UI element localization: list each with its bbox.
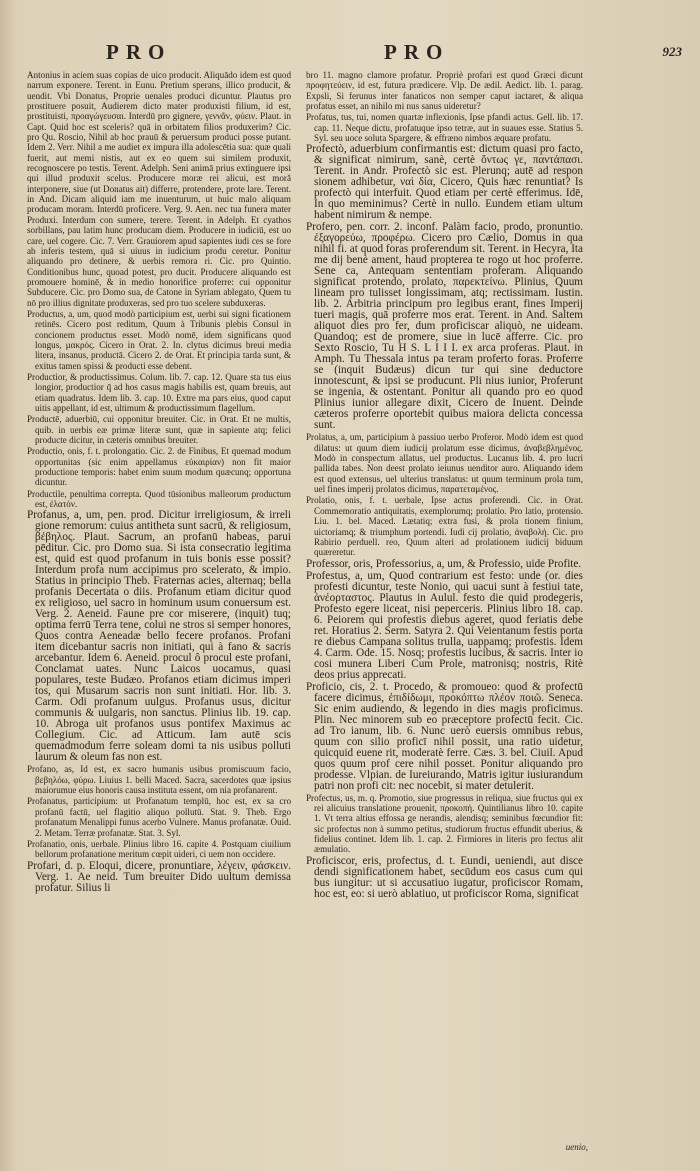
entry: bro 11. magno clamore profatur. Propriè profari est quod Græci dicunt προφητεύειν, id est, futura prædicere. Vlp. De ædil. Aedict. lib. 1. parag. Expsli, Si ferunus inter fanaticos non semper caput iactaret, & aliqua profatus esset, an nihilo mi nus sanus uideretur? — [306, 70, 583, 112]
page-number: 923 — [662, 44, 682, 59]
entry: Proficiscor, eris, profectus, d. t. Eundi, ueniendi, aut disce dendi significationem habet, secūdum eos casus cum qui bus iungitur: ut si accusatiuo iugatur, proficiscor Romam, hoc est, eo: si uerò ablatiuo, ut proficiscor Roma, significat — [306, 854, 583, 900]
running-head-right: PRO — [384, 40, 450, 64]
entry: Profestus, a, um, Quod contrarium est festo: unde (or. dies profesti dicuntur, teste Nonio, qui uacui sunt à festiui tate, ἀνέορταστος. Plautus in Aulul. festo die quid prodegeris, Profesto egere liceat, nisi peperceris. Plinius libro 18. cap. 6. Peiorem qui profestis diebus ageret, quod feriatis debe ret. Horatius 2. Serm. Satyra 2. Qui Veientanum festis porta re diebus Campana solitus trulla, uappamq; profestis. Idem 4. Carm. Ode. 15. Nosq; profestis lucibus, & sacris. Inter io cosi munera Liberi Cum Prole, matronisq; nostris, Ritè deos prius apprecati. — [306, 569, 583, 681]
entry: Profero, pen. corr. 2. inconf. Palàm facio, prodo, pronuntio. ἐξαγορεύω, προφέρω. Cicero pro Cælio, Domus in qua nihil fi. at quod foras proferendum sit. Terent. in Hecyra, Ita me dij benè ament, haud propterea te rogo ut hoc proferre. Sene ca, Antequam sententiam proferam. Aliquando significat protendo, prolato, παρεκτείνω. Plinius, Quum lineam pro tulisset longissimam, atq; rectissimam. Iustin. lib. 2. Arbitria principum pro legibus erant, fines Imperij tueri magis, quā proferre mos erat. Terent. in And. Saltem aliquot dies pro fer, dum proficiscar aliquò, ne uideam. Quandoq; est de promere, siue in lucē afferre. Cic. pro Sexto Roscio, Tu H S. L I I I. ex arca proferas. Plaut. in Amph. Tu Thessala intus pa teram proferto foras. Proferre se (inquit Budæus) dicun tur qui sine deductore innotescunt, & ipsi se producunt. Pli nius iunior, Proferunt se ingenia, & ostentant. Ponitur ali quando pro eo quod Plinius iunior allegare dixit, Cicero de Inuent. Deinde cæteros proferre oportebit quibus maiora delicta concessa sunt. — [306, 221, 583, 432]
entry: Professor, oris, Professorius, a, um, & Professio, uide Profite. — [306, 557, 582, 570]
entry: Profanus, a, um, pen. prod. Dicitur irreligiosum, & irreli gione remorum: cuius antitheta sunt sacrū, & religiosum, βέβηλος. Plaut. Sacrum, an profanū habeas, parui pēditur. Cic. pro Domo sua. Si ista consecratio legitima est, quid est quod profanum in tuis bonis esse possit? Interdum profa num accipimus pro scelerato, & impio. Statius in principio Theb. Fraternas acies, alternaq; bella profanis Decertata o diis. Profanum etiam dicitur quod ex religioso, uel sacro in hominum usum conuersum est. Verg. 2. Aeneid. Faune pre cor miserere, (inquit) tuq; optima ferrū Terra tene, colui ne stros si semper honores, Quos contra Aeneadæ bello fecere profanos. Profani item dicebantur sacris non initiati, qui à fano & sacris arcebantur. Idem 6. Aeneid. procul ô procul este profani, Conclamat uates. Nunc Laicos uocamus, quasi populares, teste Budæo. Profanos etiam dicimus imperi tos, qui Musarum sacris non sunt initiati. Hor. lib. 3. Carm. Odi profanum uulgus. Profanus usus, dicitur communis & uulgaris, non sanctus. Plinius lib. 19. cap. 10. Abroga uit profanos usus pontifex Maximus ac Collegium. Cic. ad Atticum. Iam autē scis quemadmodum ferre soleam domi ta nis usibus polluti laurum & oleum fas non est. — [27, 509, 291, 764]
catchword: uenio, — [565, 1142, 588, 1152]
entry: Prolatio, onis, f. t. uerbale, Ipse actus proferendi. Cic. in Orat. Commemoratio antiquitatis, exemplorumq; prolatio. Pro latio, protensio. Liu. 1. bel. Maced. Lætatiq; extra fusi, & prola tionem finium, uictoriamq; & triumphum portendi. Iudi cij prolatio, ἀναβολή. Cic. pro Rabirio perduell. reo, Quum alteri ad prolationem iudicij biduum quæreretur. — [306, 495, 583, 558]
entry: Productile, penultima correpta. Quod tūsionibus malleorum productum est, ἐλατόν. — [27, 488, 291, 510]
running-head — [0, 40, 700, 70]
entry: Profectò, aduerbium confirmantis est: dictum quasi pro facto, & significat nimirum, sanè, certè ὄντως γε, παντάπασι. Terent. in Andr. Profectò sic est. Plerunq; autē ad respon sionem adhibetur, ναὶ δία, Cicero, Quis hæc renuntiat? Is profectò qui interfuit. Quod etiam per certè efferimus. Idē, In quo meminimus? Certè in nullo. Eundem etiam ultum habent nimirum & nempe. — [306, 143, 583, 222]
entry: Productus, a, um, quod modò participium est, uerbi sui signi ficationem retinēs. Cicero post reditum, Quum à Tribunis plebis Consul in concionem productus esset. Modò nomē, idem significans quod longus, μακρός. Cicero in Orat. 2. In. clytus dicimus breui media litera, insanus, productā. Cicero 2. de Orat. Et principia tarda sunt, & exitus tamen spissi & producti esse debent. — [27, 308, 291, 371]
entry: Productē, aduerbiū, cui opponitur breuiter. Cic. in Orat. Et ne multis, quib. in uerbis eæ primæ literæ sunt, quæ in sapiente atq; felici producte dicitur, in cæteris omnibus breuiter. — [27, 414, 291, 446]
running-head-left: PRO — [106, 40, 172, 64]
right-column — [306, 70, 583, 1160]
entry: Prolatus, a, um, participium à passiuo uerbo Proferor. Modò idem est quod dilatus: ut quum diem iudicij prolatum esse dicimus, ἀναβεβλημένος. Modò in conspectum allatus, uel productus. Lucanus lib. 4. pro lucri pallida tabes. Non deest prolato ieiunus uenditor auro. Aliquando idem est quod extensus, uel ulterius translatus: ut quum terminum prola tum, uel fines imperij prolatos dicimus, παρατεταμένος. — [306, 432, 583, 495]
entry: Profari, d. p. Eloqui, dicere, pronuntiare, λέγειν, φάσκειν. Verg. 1. Ae neid. Tum breuiter Dido uultum demissa profatur. Silius li — [27, 859, 291, 894]
entry: Profanatus, participium: ut Profanatum templū, hoc est, ex sa cro profanū factū, uel flagitio aliquo pollutū. Stat. 9. Theb. Ergo profanatum Menalippi funus acerbo Vulnere. Manus profanatæ. Ouid. 2. Metam. Terræ profanatæ. Stat. 3. Syl. — [27, 796, 291, 838]
entry: Profanatio, onis, uerbale. Plinius libro 16. capite 4. Postquam ciuilium bellorum profanatione meritum cœpit uideri, ci uem non occidere. — [27, 838, 291, 860]
entry: Profectus, us, m. q. Promotio, siue progressus in reliqua, siue fructus qui ex rei alicuius translatione prouenit, προκοπή. Quintilianus libro 10. capite 1. Vt terra altius effossa ge nerandis, alendisq; seminibus fœcundior fit: sic profectus non à summo petitus, studiorum fructus effundit uberius, & fidelius continet. Idem lib. 1. cap. 2. Firmiores in literis pro fectus alit æmulatio. — [306, 792, 583, 855]
entry: Productio, onis, f. t. prolongatio. Cic. 2. de Finibus, Et quemad modum opportunitas (sic enim appellamus εὐκαιρίαν) non fit maior productione temporis: habet enim suum modum quæcunq; opportuna dicuntur. — [27, 446, 291, 488]
entry: Antonius in aciem suas copias de uico producit. Aliquādo idem est quod narrum exponere. Terent. in Eunu. Pretium sperans, illico producit, & uendit. Vbi Donatus, Proprie uenales produci dicuntur. Plautus pro prostituere posuit, Audierem dicto mater produxisti filium, id est, prostituisti, προαγώγευσαι. Interdū pro gignere, γεννᾶν, φύειν. Plaut. in Capt. Quid hoc est sceleris? quā in orbitatem filios produxerim? Cic. pro Qu. Roscio, Nihil ab hoc prauū & peruersum produci posse putant. Idem 2. Verr. Nihil a me audiet ex impura illa adolescētia sua: quæ quali fuerit, aut memi nistis, aut ex eo quem sui similem produxit, recognoscere po testis. Terent. Adelph. Seni animā prius extinguere ipsi qui illud produxit scelus. Producere moræ rei alicui, est moră interponere, siue (ut Donatus ait) differre, protendere, prote lare. Terent. in And. Dicam aliquid iam me inuenturum, ut huic malo aliquam producam moram. Interdū proficere. Verg. 9. Aen. nec tua funera mater Produxi. Interdum con sumere, terere. Terent. in Adelph. Et cyathos sorbillans, pau latim hunc producam diem. Producere in iudiciū, est uo care, uel cogere. Cic. 7. Verr. Grauiorem apud sapientes iudi ces se fore ab inferis testem, quā si uiuus in iudicium produ ceretur. Ponitur aliquando pro detinere, & uerbis remora ri. Cic. pro Quintio. Conditionibus hunc, quoad potest, pro ducit. Producere aliquando est promouere hominē, & in medio honorifice proferre: cui opponitur Subducere. Cic. pro Domo sua, de Catone in Syriam ablegato, Quem tu nō pro illius dignitate produxeras, sed pro tuo scelere subduxeras. — [27, 70, 291, 308]
entry: Productior, & productissimus. Colum. lib. 7. cap. 12. Quare sta tus eius longior, productior q̄ ad hos casus magis habilis est, quam breuis, aut etiam quadratus. Idem lib. 3. cap. 10. Extre ma pars eius, quod caput uitis appellant, id est, ultimum & productissimum flagellum. — [27, 371, 291, 413]
left-column — [27, 70, 291, 1140]
entry: Profano, as, Id est, ex sacro humanis usibus promiscuum facio, βεβηλόω, φύρω. Liuius 1. belli Maced. Sacra, sacerdotes quæ ipsius maiorumue eius honoris causa instituta essent, om nia profanarent. — [27, 764, 291, 796]
entry: Profatus, tus, tui, nomen quartæ inflexionis, Ipse pfandi actus. Gell. lib. 17. cap. 11. Neque dictu, profatuque ipso tetræ, aut in suaues esse. Statius 5. Syl. seu uoce soluta Spargere, & effræno nimbos æquare profatu. — [306, 112, 583, 144]
entry: Proficio, cis, 2. t. Procedo, & promoueo: quod & profectū facere dicimus, ἐπιδίδωμι, προκόπτω πλέον ποιῶ. Seneca. Sic enim audiendo, & legendo in dies magis proficimus. Plin. Nec minorem sub eo præceptore profectū fecit. Cic. ad Tro ianum, lib. 6. Nunc uerò euersis omnibus rebus, quum con silio proficī nihil possit, una ratio uidetur, quicquid euene rit, moderatè ferre. Cæs. 3. bel. Ciuil. Apud quos quum prof cere nihil posset. Ponitur aliquando pro prodesse. Vlpian. de Iureiurando, Matris igitur iusiurandum patri non profi cit: nec nocebit, si mater detulerit. — [306, 680, 583, 792]
